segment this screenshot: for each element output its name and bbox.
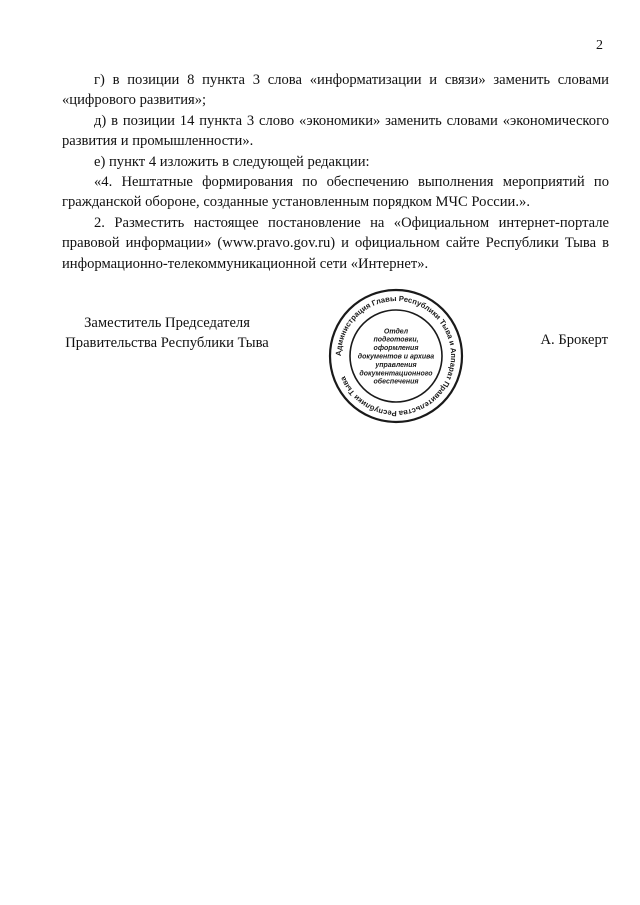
official-stamp bbox=[328, 288, 464, 424]
paragraph-publication: 2. Разместить настоящее постановление на «Официальном интернет-портале правовой информации» (www.pravo.gov.ru) и официальном сайте Республики Тыва в информационно-телекоммуникационной сети «Интернет». bbox=[62, 214, 609, 272]
paragraph-item-d: д) в позиции 14 пункта 3 слово «экономики» заменить словами «экономического развития и промышленности». bbox=[62, 112, 609, 150]
stamp-center-line: Отдел bbox=[383, 328, 409, 336]
page-number: 2 bbox=[596, 38, 603, 53]
paragraph-item-g: г) в позиции 8 пункта 3 слова «информатизации и связи» заменить словами «цифрового развития»; bbox=[62, 72, 609, 109]
document-body bbox=[62, 70, 609, 274]
stamp-center-line: подготовки, bbox=[373, 336, 419, 344]
signatory-title-line2: Правительства Республики Тыва bbox=[65, 335, 269, 351]
signatory-name: А. Брокерт bbox=[540, 332, 608, 348]
stamp-center-line: документов и архива bbox=[357, 353, 435, 361]
stamp-center-line: оформления bbox=[373, 345, 419, 353]
paragraph-item-e: е) пункт 4 изложить в следующей редакции: bbox=[94, 153, 370, 170]
signatory-title bbox=[62, 313, 272, 353]
signatory-title-line1: Заместитель Председателя bbox=[84, 315, 250, 331]
paragraph-quoted-point-4: «4. Нештатные формирования по обеспечению выполнения мероприятий по гражданской обороне, созданные установленным порядком МЧС России.». bbox=[62, 174, 609, 211]
stamp-center-line: документационного bbox=[359, 370, 433, 378]
stamp-seal-icon bbox=[328, 288, 464, 424]
stamp-center-line: обеспечения bbox=[373, 378, 419, 386]
stamp-center-line: управления bbox=[375, 361, 417, 369]
stamp-ring-text: Администрация Главы Республики Тыва и Аппарат Правительства Республики Тыва bbox=[333, 293, 459, 419]
